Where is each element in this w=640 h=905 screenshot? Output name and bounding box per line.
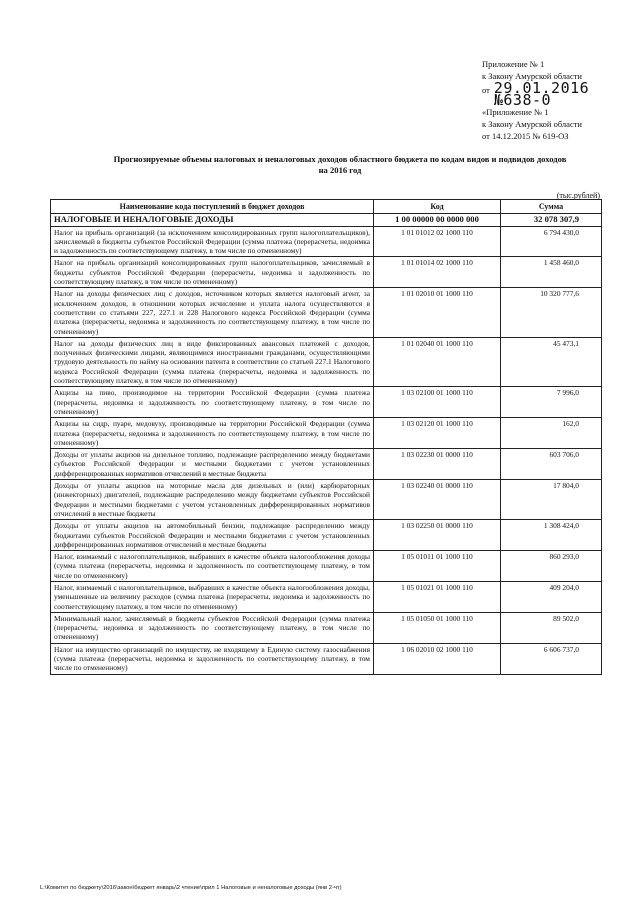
appendix-line: к Закону Амурской области xyxy=(482,119,582,129)
row-sum: 1 308 424,0 xyxy=(501,520,602,551)
row-name: Доходы от уплаты акцизов на моторные масла для дизельных и (или) карбюраторных (инжекторных) двигателей, подлежащие распределению между бюджетами субъектов Российской Федерации и местными бюджетами с учетом установленных дифференцированных нормативов отчислений в местные бюджеты xyxy=(51,480,374,520)
row-name: Минимальный налог, зачисляемый в бюджеты субъектов Российской Федерации (сумма платежа (перерасчеты, недоимка и задолженность по соответствующему платежу, в том числе по отмененному) xyxy=(51,612,374,643)
row-name: Акцизы на пиво, производимое на территории Российской Федерации (сумма платежа (перерасчеты, недоимка и задолженность по соответствующему платежу, в том числе по отмененному) xyxy=(51,387,374,418)
column-header-sum: Сумма xyxy=(501,200,602,214)
table-row xyxy=(51,337,602,386)
table-row xyxy=(51,480,602,520)
column-header-code: Код xyxy=(374,200,501,214)
appendix-line: «Приложение № 1 xyxy=(482,107,549,117)
total-name: НАЛОГОВЫЕ И НЕНАЛОГОВЫЕ ДОХОДЫ xyxy=(51,214,374,226)
appendix-line: к Закону Амурской области xyxy=(482,71,582,81)
appendix-line: Приложение № 1 xyxy=(482,59,545,69)
table-row xyxy=(51,257,602,288)
row-sum: 860 293,0 xyxy=(501,551,602,582)
table-row xyxy=(51,643,602,674)
row-code: 1 03 02230 01 0000 110 xyxy=(374,449,501,480)
title-line: Прогнозируемые объемы налоговых и неналоговых доходов областного бюджета по кодам видов и подвидов доходов xyxy=(113,154,567,164)
row-sum: 45 473,1 xyxy=(501,337,602,386)
row-name: Налог на прибыль организаций (за исключением консолидированных групп налогоплательщиков), зачисляемый в бюджеты субъектов Российской Федерации (сумма платежа (перерасчеты, недоимка и задолженность по соответствующему платежу, в том числе по отмененному) xyxy=(51,226,374,257)
row-name: Налог на имущество организаций по имуществу, не входящему в Единую систему газоснабжения (сумма платежа (перерасчеты, недоимка и задолженность по соответствующему платежу, в том числе по отмененному) xyxy=(51,643,374,674)
row-name: Налог, взимаемый с налогоплательщиков, выбравших в качестве объекта налогообложения доходы, уменьшенные на величину расходов (сумма платежа (перерасчеты, недоимка и задолженность по соответствующему платежу, в том числе по отмененному) xyxy=(51,581,374,612)
row-sum: 10 320 777,6 xyxy=(501,288,602,337)
row-name: Налог на прибыль организаций консолидированных групп налогоплательщиков, зачисляемый в бюджеты субъектов Российской Федерации (перерасчеты, недоимка и задолженность по соответствующему платежу, в том числе по отмененному) xyxy=(51,257,374,288)
total-row xyxy=(51,214,602,226)
date-number-row xyxy=(482,79,632,109)
row-sum: 1 458 460,0 xyxy=(501,257,602,288)
row-name: Доходы от уплаты акцизов на дизельное топливо, подлежащие распределению между бюджетами субъектов Российской Федерации и местными бюджетами с учетом установленных дифференцированных нормативов отчислений в местные бюджеты xyxy=(51,449,374,480)
row-code: 1 03 02240 01 0000 110 xyxy=(374,480,501,520)
column-header-name: Наименование кода поступлений в бюджет доходов xyxy=(51,200,374,214)
row-sum: 89 502,0 xyxy=(501,612,602,643)
table-row xyxy=(51,226,602,257)
document-title xyxy=(80,154,600,176)
title-line: на 2016 год xyxy=(318,165,362,175)
row-sum: 17 804,0 xyxy=(501,480,602,520)
from-label: от xyxy=(482,85,490,95)
table-row xyxy=(51,551,602,582)
row-code: 1 05 01021 01 1000 110 xyxy=(374,581,501,612)
row-sum: 6 794 430,0 xyxy=(501,226,602,257)
file-path-footer: L:\Комитет по бюджету\2016\закон\бюджет январь\2 чтение\прил 1 Налоговые и неналоговые доходы (янв 2-чт) xyxy=(40,885,342,891)
row-name: Налог на доходы физических лиц с доходов, источником которых является налоговый агент, за исключением доходов, в отношении которых исчисление и уплата налога осуществляются в соответствии со статьями 227, 227.1 и 228 Налогового кодекса Российской Федерации (сумма платежа (перерасчеты, недоимка и задолженность по соответствующему платежу, в том числе по отмененному) xyxy=(51,288,374,337)
row-code: 1 03 02100 01 1000 110 xyxy=(374,387,501,418)
row-name: Акцизы на сидр, пуаре, медовуху, производимые на территории Российской Федерации (сумма платежа (перерасчеты, недоимка и задолженность по соответствующему платежу, в том числе по отмененному) xyxy=(51,418,374,449)
row-sum: 162,0 xyxy=(501,418,602,449)
appendix-line: от 14.12.2015 № 619-ОЗ xyxy=(482,131,569,141)
table-row xyxy=(51,520,602,551)
row-code: 1 03 02250 01 0000 110 xyxy=(374,520,501,551)
unit-label: (тыс.рублей) xyxy=(556,191,600,200)
row-name: Налог, взимаемый с налогоплательщиков, выбравших в качестве объекта налогообложения доходы (сумма платежа (перерасчеты, недоимка и задолженность по соответствующему платежу, в том числе по отмененному) xyxy=(51,551,374,582)
row-code: 1 06 02010 02 1000 110 xyxy=(374,643,501,674)
table-row xyxy=(51,449,602,480)
table-row xyxy=(51,418,602,449)
row-code: 1 05 01011 01 1000 110 xyxy=(374,551,501,582)
table-row xyxy=(51,612,602,643)
row-code: 1 01 02010 01 1000 110 xyxy=(374,288,501,337)
row-name: Налог на доходы физических лиц в виде фиксированных авансовых платежей с доходов, полученных физическими лицами, являющимися иностранными гражданами, осуществляющими трудовую деятельность по найму на основании патента в соответствии со статьей 227.1 Налогового кодекса Российской Федерации (сумма платежа (перерасчеты, недоимка и задолженность по соответствующему платежу, в том числе по отмененному) xyxy=(51,337,374,386)
row-sum: 409 204,0 xyxy=(501,581,602,612)
date-stamp: 29.01.2016 №638-0 xyxy=(493,79,590,109)
revenue-table xyxy=(50,199,602,675)
total-code: 1 00 00000 00 0000 000 xyxy=(374,214,501,226)
row-code: 1 01 01012 02 1000 110 xyxy=(374,226,501,257)
table-row xyxy=(51,288,602,337)
row-code: 1 01 02040 01 1000 110 xyxy=(374,337,501,386)
row-code: 1 01 01014 02 1000 110 xyxy=(374,257,501,288)
row-code: 1 03 02120 01 1000 110 xyxy=(374,418,501,449)
row-sum: 6 606 737,0 xyxy=(501,643,602,674)
appendix-header xyxy=(482,58,632,142)
total-sum: 32 078 307,9 xyxy=(501,214,602,226)
row-name: Доходы от уплаты акцизов на автомобильный бензин, подлежащие распределению между бюджетами субъектов Российской Федерации и местными бюджетами с учетом установленных дифференцированных нормативов отчислений в местные бюджеты xyxy=(51,520,374,551)
table-row xyxy=(51,387,602,418)
row-sum: 7 996,0 xyxy=(501,387,602,418)
table-header-row xyxy=(51,200,602,214)
table-row xyxy=(51,581,602,612)
row-code: 1 05 01050 01 1000 110 xyxy=(374,612,501,643)
row-sum: 603 706,0 xyxy=(501,449,602,480)
